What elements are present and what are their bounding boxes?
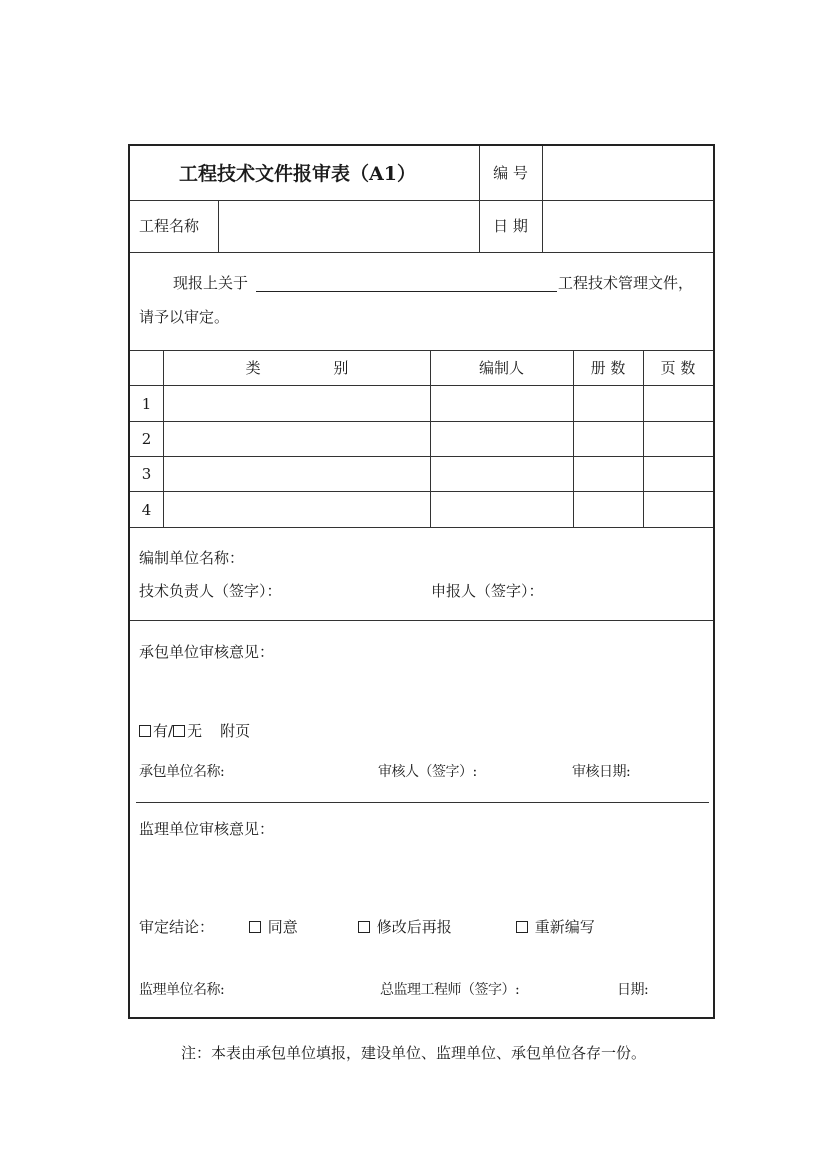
- row-divider: [130, 527, 713, 528]
- row-divider: [130, 491, 713, 492]
- attachment-options: 有/ 无 附页: [139, 721, 250, 741]
- section-divider: [136, 802, 709, 803]
- supervisor-unit-label: 监理单位名称:: [139, 982, 225, 998]
- resubmit-checkbox[interactable]: [358, 921, 370, 933]
- row-divider: [130, 620, 713, 621]
- agree-checkbox[interactable]: [249, 921, 261, 933]
- contractor-unit-label: 承包单位名称:: [139, 764, 225, 780]
- category-header: 类 别: [245, 359, 383, 377]
- chief-engineer-signature-label: 总监理工程师（签字）:: [380, 982, 520, 998]
- option-rewrite[interactable]: 重新编写: [516, 917, 595, 937]
- submission-text-line2: 请予以审定。: [139, 308, 230, 326]
- table-row-number: 1: [141, 395, 152, 413]
- table-row-number: 2: [141, 430, 152, 448]
- reporter-signature-label: 申报人（签字）：: [431, 582, 544, 600]
- number-field[interactable]: [543, 146, 713, 200]
- supervisor-opinion-label: 监理单位审核意见：: [139, 820, 275, 838]
- attachment-has-checkbox[interactable]: [139, 725, 151, 737]
- col-divider: [479, 146, 480, 252]
- project-name-label: 工程名称: [139, 217, 200, 235]
- tech-lead-signature-label: 技术负责人（签字）：: [139, 582, 282, 600]
- date-label: 日 期: [493, 217, 528, 235]
- contractor-opinion-label: 承包单位审核意见：: [139, 643, 275, 661]
- pages-header: 页 数: [660, 359, 696, 377]
- compiler-unit-label: 编制单位名称：: [139, 549, 245, 567]
- reviewer-signature-label: 审核人（签字）:: [378, 764, 477, 780]
- row-divider: [130, 252, 713, 253]
- submission-text-after: 工程技术管理文件，: [558, 274, 694, 292]
- row-divider: [130, 456, 713, 457]
- table-row-number: 3: [141, 465, 152, 483]
- conclusion-label: 审定结论：: [139, 918, 215, 936]
- row-divider: [130, 385, 713, 386]
- attachment-none-checkbox[interactable]: [173, 725, 185, 737]
- date-field[interactable]: [543, 201, 713, 252]
- row-divider: [130, 350, 713, 351]
- table-row-number: 4: [141, 501, 152, 519]
- footer-note: 注：本表由承包单位填报，建设单位、监理单位、承包单位各存一份。: [180, 1044, 646, 1062]
- submission-text-before: 现报上关于: [173, 274, 249, 292]
- supervisor-date-label: 日期:: [617, 982, 649, 998]
- option-agree[interactable]: 同意: [249, 917, 298, 937]
- project-name-field[interactable]: [219, 201, 479, 252]
- volumes-header: 册 数: [590, 359, 626, 377]
- number-label: 编 号: [493, 164, 528, 182]
- document-subject-blank[interactable]: [256, 291, 557, 292]
- compiler-header: 编制人: [478, 359, 524, 377]
- row-divider: [130, 421, 713, 422]
- option-resubmit[interactable]: 修改后再报: [358, 917, 452, 937]
- rewrite-checkbox[interactable]: [516, 921, 528, 933]
- review-date-label: 审核日期:: [572, 764, 631, 780]
- review-form: [128, 144, 715, 1019]
- form-title: 工程技术文件报审表（A1）: [179, 163, 416, 185]
